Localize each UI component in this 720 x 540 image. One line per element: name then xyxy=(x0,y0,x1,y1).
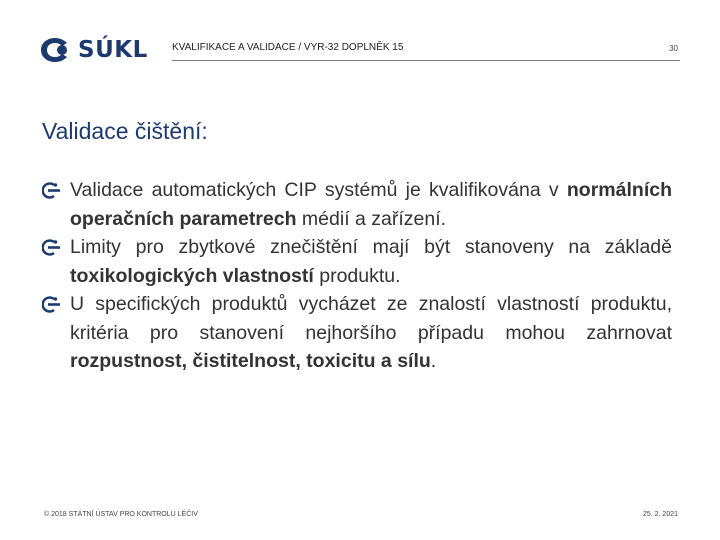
bullet-mark-icon xyxy=(42,239,62,256)
bullet-text: Validace automatických CIP systémů je kvalifikována v xyxy=(70,179,567,201)
bullet-mark-icon xyxy=(42,182,62,199)
slide-title: Validace čištění: xyxy=(42,118,208,144)
bullet-emphasis: toxikologických vlastností xyxy=(70,264,314,287)
header-divider xyxy=(172,60,680,61)
bullet-text: médií a zařízení. xyxy=(296,207,447,230)
bullet-emphasis: rozpustnost, čistitelnost, toxicitu a sílu xyxy=(70,350,431,372)
footer-copyright: © 2018 STÁTNÍ ÚSTAV PRO KONTROLU LÉČIV xyxy=(44,511,198,518)
logo xyxy=(38,34,148,66)
bullet-item xyxy=(42,176,672,233)
logo-text: SÚKL xyxy=(78,37,148,63)
bullet-text: produktu. xyxy=(313,264,401,287)
bullet-item xyxy=(42,290,672,376)
bullet-text: U specifických produktů vycházet ze znalostí vlastností produktu, kritéria pro stanovení nejhoršího případu mohou zahrnovat xyxy=(70,293,672,344)
page-number: 30 xyxy=(669,44,678,53)
bullet-text: . xyxy=(430,350,437,372)
bullet-emphasis: normálních operačních parametrech xyxy=(70,179,672,230)
footer-date: 25. 2. 2021 xyxy=(642,511,678,518)
bullet-item xyxy=(42,233,672,290)
bullet-text: Limity pro zbytkové znečištění mají být stanoveny na základě xyxy=(70,236,672,258)
bullet-list xyxy=(42,176,672,376)
sukl-logo-icon xyxy=(38,35,72,65)
bullet-mark-icon xyxy=(42,296,62,313)
document-title: KVALIFIKACE A VALIDACE / VYR-32 DOPLNĚK 15 xyxy=(172,42,404,53)
